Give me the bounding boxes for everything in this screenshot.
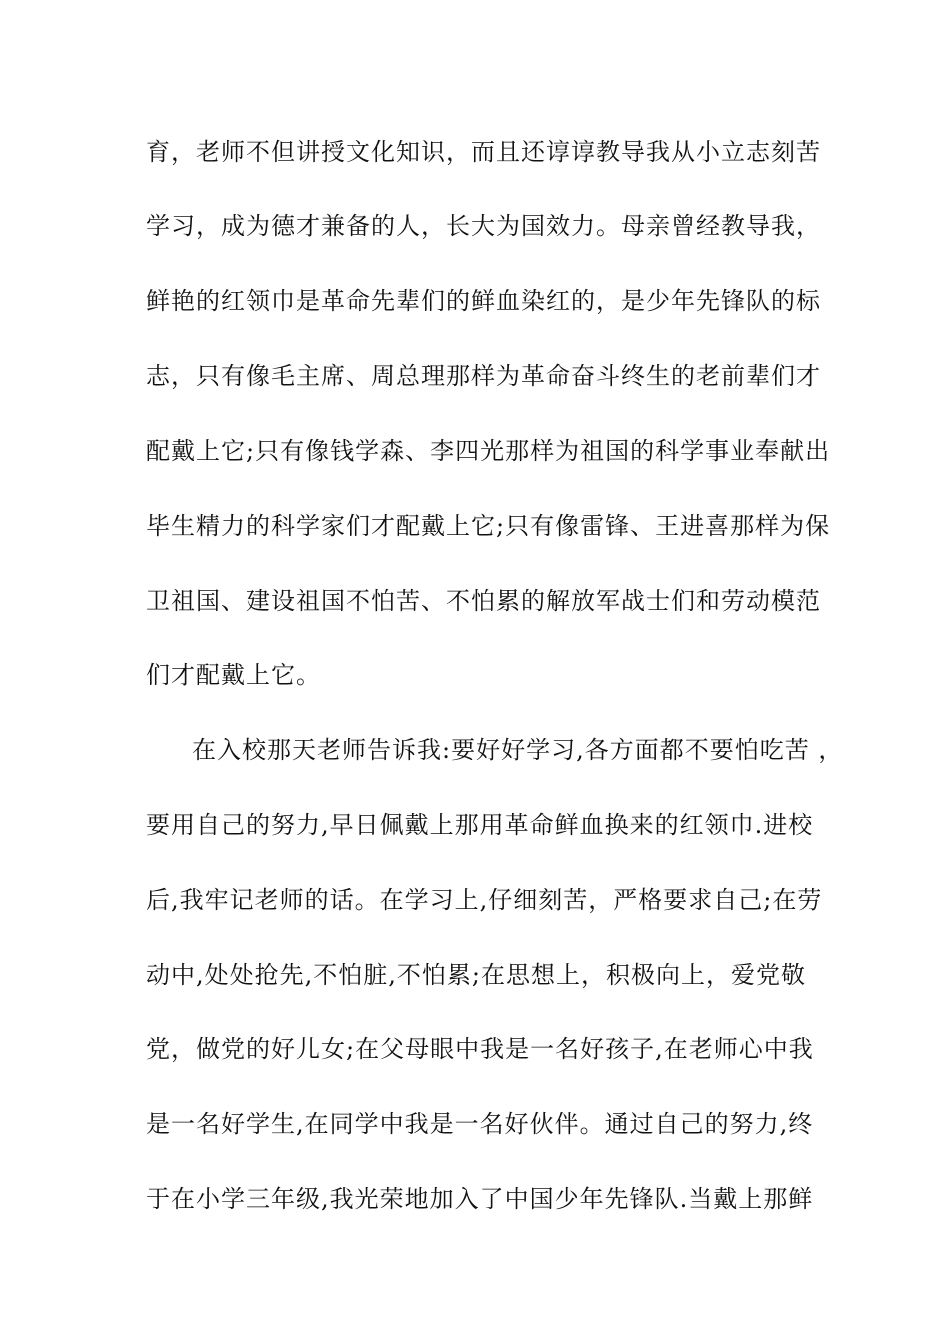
text-line: 后,我牢记老师的话。在学习上,仔细刻苦，严格要求自己;在劳 (146, 886, 823, 914)
text-line: 们才配戴上它。 (146, 661, 321, 689)
text-line: 要用自己的努力,早日佩戴上那用革命鲜血换来的红领巾.进校 (146, 811, 814, 839)
text-line: 配戴上它;只有像钱学森、李四光那样为祖国的科学事业奉献出 (146, 437, 831, 465)
text-line: 卫祖国、建设祖国不怕苦、不怕累的解放军战士们和劳动模范 (146, 587, 821, 615)
text-line: 毕生精力的科学家们才配戴上它;只有像雷锋、王进喜那样为保 (146, 512, 831, 540)
text-line: 于在小学三年级,我光荣地加入了中国少年先锋队.当戴上那鲜 (146, 1185, 814, 1213)
text-line: 学习，成为德才兼备的人，长大为国效力。母亲曾经教导我， (146, 212, 821, 240)
text-line: 党，做党的好儿女;在父母眼中我是一名好孩子,在老师心中我 (146, 1035, 814, 1063)
text-line: 动中,处处抢先,不怕脏,不怕累;在思想上，积极向上，爱党敬 (146, 961, 806, 989)
text-line: 育，老师不但讲授文化知识，而且还谆谆教导我从小立志刻苦 (146, 138, 821, 166)
text-line: 是一名好学生,在同学中我是一名好伙伴。通过自己的努力,终 (146, 1110, 814, 1138)
paragraph-first-line: 在入校那天老师告诉我:要好好学习,各方面都不要怕吃苦 ， (192, 736, 844, 764)
text-line: 鲜艳的红领巾是革命先辈们的鲜血染红的，是少年先锋队的标 (146, 287, 821, 315)
text-line: 志，只有像毛主席、周总理那样为革命奋斗终生的老前辈们才 (146, 362, 821, 390)
